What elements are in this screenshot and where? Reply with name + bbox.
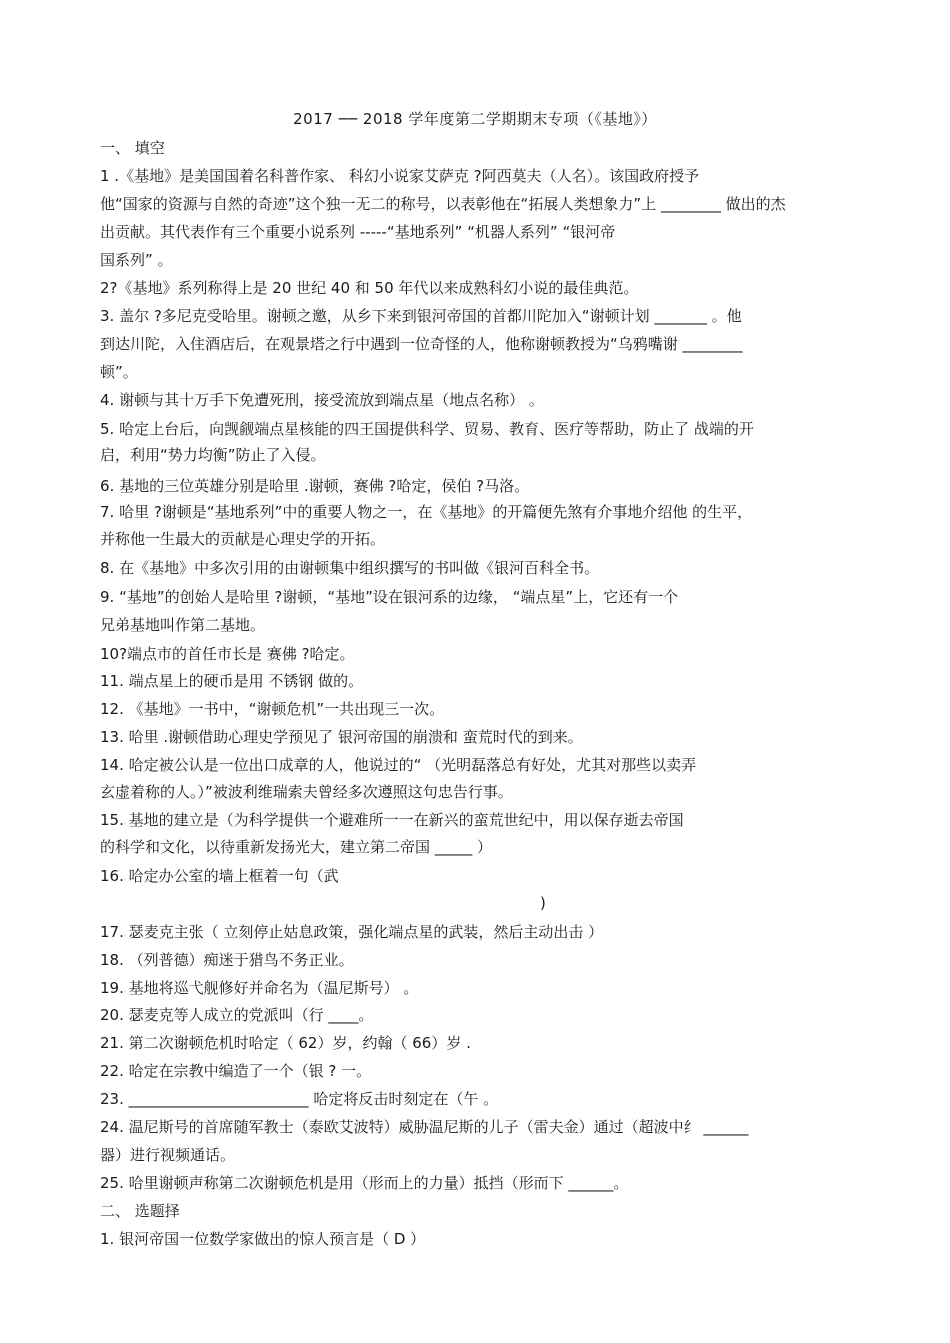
question-line: 8. 在《基地》中多次引用的由谢顿集中组织撰写的书叫做《银河百科全书。	[100, 559, 600, 577]
question-line: 19. 基地将巡弋舰修好并命名为（温尼斯号） 。	[100, 979, 419, 997]
question-line: 4. 谢顿与其十万手下免遭死刑，接受流放到端点星（地点名称） 。	[100, 391, 544, 409]
question-line: 玄虚着称的人。）”被波利维瑞索夫曾经多次遵照这句忠告行事。	[100, 783, 513, 801]
question-line: 顿”。	[100, 363, 138, 381]
question-line: 16. 哈定办公室的墙上框着一句（武	[100, 867, 339, 885]
question-line: 12. 《基地》一书中，“谢顿危机”一共出现三一次。	[100, 700, 445, 718]
question-line: 11. 端点星上的硬币是用 不锈钢 做的。	[100, 672, 364, 690]
question-line: 20. 瑟麦克等人成立的党派叫（行 ____。	[100, 1006, 374, 1024]
question-line: 国系列” 。	[100, 251, 173, 269]
page-title: 2017 ── 2018 学年度第二学期期末专项（《基地》）	[293, 110, 657, 128]
question-line: 10?端点市的首任市长是 赛佛 ?哈定。	[100, 645, 355, 663]
question-line: 22. 哈定在宗教中编造了一个（银 ? 一。	[100, 1062, 372, 1080]
question-line: 2?《基地》系列称得上是 20 世纪 40 和 50 年代以来成熟科幻小说的最佳典范。	[100, 279, 639, 297]
question-line: 9. “基地”的创始人是哈里 ?谢顿，“基地”设在银河系的边缘， “端点星”上，它还有一个	[100, 588, 679, 606]
question-line: 18. （列普德）痴迷于猎鸟不务正业。	[100, 951, 354, 969]
question-line: 1. 银河帝国一位数学家做出的惊人预言是（ D ）	[100, 1230, 426, 1248]
section-heading-choice: 二、 选题择	[100, 1202, 180, 1220]
question-line: 并称他一生最大的贡献是心理史学的开拓。	[100, 530, 386, 548]
question-line: 17. 瑟麦克主张（ 立刻停止姑息政策，强化端点星的武装，然后主动出击 ）	[100, 923, 604, 941]
question-line: 的科学和文化，以待重新发扬光大，建立第二帝国 _____ ）	[100, 838, 493, 856]
question-line: 15. 基地的建立是（为科学提供一个避难所一一在新兴的蛮荒世纪中，用以保存逝去帝国	[100, 811, 684, 829]
question-line: 7. 哈里 ?谢顿是“基地系列”中的重要人物之一，在《基地》的开篇便先煞有介事地介绍他 的生平，	[100, 503, 753, 521]
question-line: 1 .《基地》是美国国着名科普作家、 科幻小说家艾萨克 ?阿西莫夫（人名）。该国政府授予	[100, 167, 700, 185]
section-heading-fill-blank: 一、 填空	[100, 139, 165, 157]
question-line: 13. 哈里 .谢顿借助心理史学预见了 银河帝国的崩溃和 蛮荒时代的到来。	[100, 728, 583, 746]
question-line: 器）进行视频通话。	[100, 1146, 236, 1164]
question-line: )	[540, 894, 546, 912]
question-line: 3. 盖尔 ?多尼克受哈里。谢顿之邀，从乡下来到银河帝国的首都川陀加入“谢顿计划 _______ 。他	[100, 307, 742, 325]
question-line: 21. 第二次谢顿危机时哈定（ 62）岁，约翰（ 66）岁 .	[100, 1034, 471, 1052]
question-line: 6. 基地的三位英雄分别是哈里 .谢顿，赛佛 ?哈定，侯伯 ?马洛。	[100, 477, 530, 495]
question-line: 到达川陀，入住酒店后，在观景塔之行中遇到一位奇怪的人，他称谢顿教授为“乌鸦嘴谢 ________	[100, 335, 743, 353]
question-line: 23. ________________________ 哈定将反击时刻定在（午 。	[100, 1090, 499, 1108]
question-line: 他“国家的资源与自然的奇迹”这个独一无二的称号，以表彰他在“拓展人类想象力”上 ________ 做出的杰	[100, 195, 786, 213]
question-line: 14. 哈定被公认是一位出口成章的人，他说过的“ （光明磊落总有好处，尤其对那些以卖弄	[100, 756, 697, 774]
question-line: 兄弟基地叫作第二基地。	[100, 616, 266, 634]
question-line: 25. 哈里谢顿声称第二次谢顿危机是用（形而上的力量）抵挡（形而下 ______。	[100, 1174, 629, 1192]
question-line: 出贡献。其代表作有三个重要小说系列 -----“基地系列” “机器人系列” “银河帝	[100, 223, 616, 241]
question-line: 5. 哈定上台后，向觊觎端点星核能的四王国提供科学、贸易、教育、医疗等帮助，防止了 战端的开	[100, 420, 754, 438]
question-line: 24. 温尼斯号的首席随军教士（泰欧艾波特）威胁温尼斯的儿子（雷夫金）通过（超波中纟 ______	[100, 1118, 749, 1136]
question-line: 启，利用“势力均衡”防止了入侵。	[100, 446, 326, 464]
